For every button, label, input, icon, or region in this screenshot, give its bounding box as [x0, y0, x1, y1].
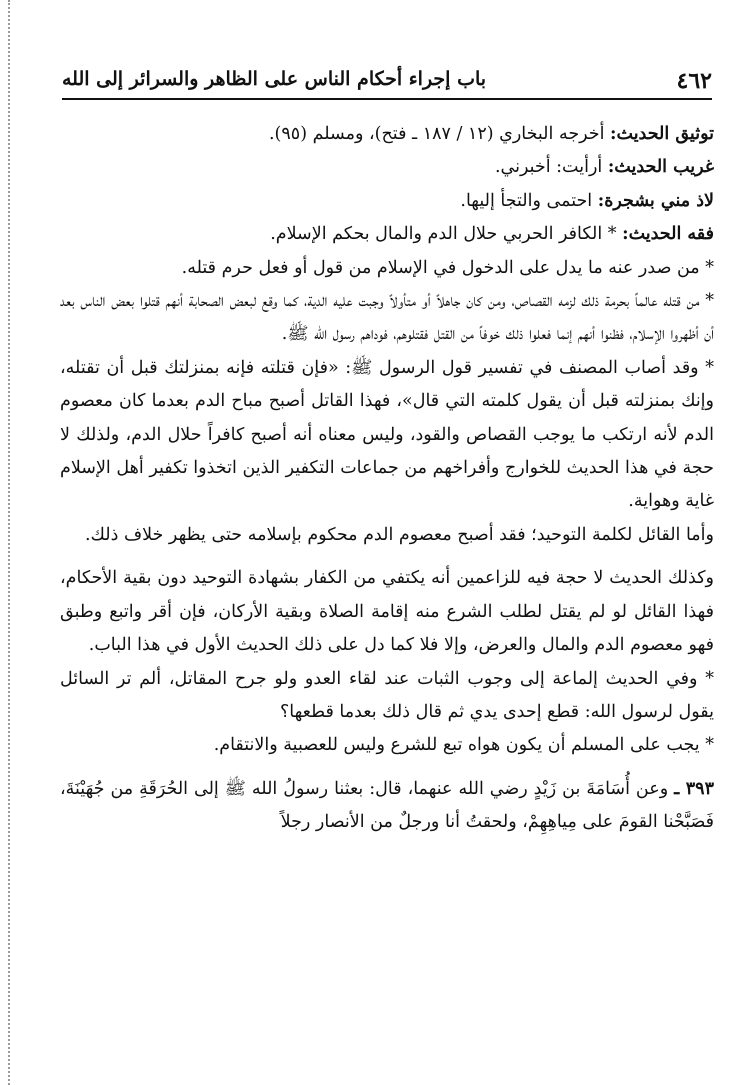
paragraph-text: وعن أُسَامَةَ بن زَيْدٍ رضي الله عنهما، قال: بعثنا رسولُ الله ﷺ إلى الحُرَقَةِ من جُهَيْنَةَ، فَصَبَّحْنا القومَ على مِياهِهِمْ، ولحقتُ أنا ورجلٌ من الأنصار رجلاً — [60, 778, 714, 833]
paragraph-text: وأما القائل لكلمة التوحيد؛ فقد أصبح معصوم الدم محكوم بإسلامه حتى يظهر خلاف ذلك. — [84, 524, 714, 545]
paragraph-text: * وقد أصاب المصنف في تفسير قول الرسول ﷺ: «فإن قتلته فإنه بمنزلتك قبل أن تقتله، وإنك بمنزلته قبل أن يقول كلمته التي قال»، فهذا القاتل أصبح مباح الدم بعدما كان معصوم الدم لأنه ارتكب ما يوجب القصاص والقود، وليس معناه أنه أصبح كافراً حلال الدم، ولذلك لا حجة في هذا الحديث للخوارج وأفراخهم من جماعات التكفير الذين اتخذوا تكفير أهل الإسلام غاية وهواية. — [60, 357, 714, 512]
paragraph-text: * يجب على المسلم أن يكون هواه تبع للشرع وليس للعصبية والانتقام. — [213, 735, 714, 756]
paragraph-point — [60, 352, 714, 519]
paragraph-gap — [60, 552, 714, 562]
paragraph-takhrij — [60, 118, 714, 151]
paragraph-text: * من قتله عالماً بحرمة ذلك لزمه القصاص، ومن كان جاهلاً أو متأولاً وجبت عليه الدية، كما وقع لبعض الصحابة أنهم قتلوا بعض الناس بعد أن أظهروا الإسلام، فظنوا أنهم إنما فعلوا ذلك خوفاً من القتل فقتلوهم، فوداهم رسول الله ﷺ. — [60, 291, 714, 345]
paragraph — [60, 519, 714, 552]
chapter-title: باب إجراء أحكام الناس على الظاهر والسرائر إلى الله — [62, 68, 487, 90]
paragraph-text: أخرجه البخاري (١٢ / ١٨٧ ـ فتح)، ومسلم (٩٥). — [268, 124, 611, 144]
section-label: توثيق الحديث: — [610, 124, 714, 144]
paragraph-point — [60, 729, 714, 762]
binding-gutter — [8, 0, 12, 1085]
paragraph-ladha — [60, 185, 714, 218]
paragraph-point — [60, 663, 714, 730]
paragraph-text: أرأيت: أخبرني. — [494, 157, 608, 178]
running-header — [62, 64, 712, 100]
paragraph-text: * من صدر عنه ما يدل على الدخول في الإسلام من قول أو فعل حرم قتله. — [181, 257, 714, 278]
section-label: لاذ مني بشجرة: — [597, 190, 714, 211]
hadith-393 — [60, 773, 714, 840]
paragraph-point — [60, 285, 714, 352]
section-label: فقه الحديث: — [622, 224, 714, 245]
paragraph-text: * وفي الحديث إلماعة إلى وجوب الثبات عند لقاء العدو ولو جرح المقاتل، ألم تر السائل يقول لرسول الله: قطع إحدى يدي ثم قال ذلك بعدما قطعها؟ — [60, 668, 714, 722]
paragraph-text: احتمى والتجأ إليها. — [460, 190, 598, 211]
paragraph-text: * الكافر الحربي حلال الدم والمال بحكم الإسلام. — [270, 224, 623, 245]
paragraph-point — [60, 252, 714, 285]
paragraph-gap — [60, 763, 714, 773]
hadith-number: ٣٩٣ ـ — [674, 778, 714, 799]
paragraph-gharib — [60, 151, 714, 184]
page-body — [60, 118, 714, 840]
paragraph — [60, 562, 714, 662]
paragraph-fiqh — [60, 218, 714, 251]
page-number: ٤٦٢ — [676, 68, 712, 94]
section-label: غريب الحديث: — [607, 157, 714, 178]
paragraph-text: وكذلك الحديث لا حجة فيه للزاعمين أنه يكتفي من الكفار بشهادة التوحيد دون بقية الأحكام، فهذا القائل لو لم يقتل لطلب الشرع منه إقامة الصلاة وبقية الأركان، فإن أقر واتبع وطبق فهو معصوم الدم والمال والعرض، وإلا فلا كما دل على ذلك الحديث الأول في هذا الباب. — [60, 568, 714, 656]
